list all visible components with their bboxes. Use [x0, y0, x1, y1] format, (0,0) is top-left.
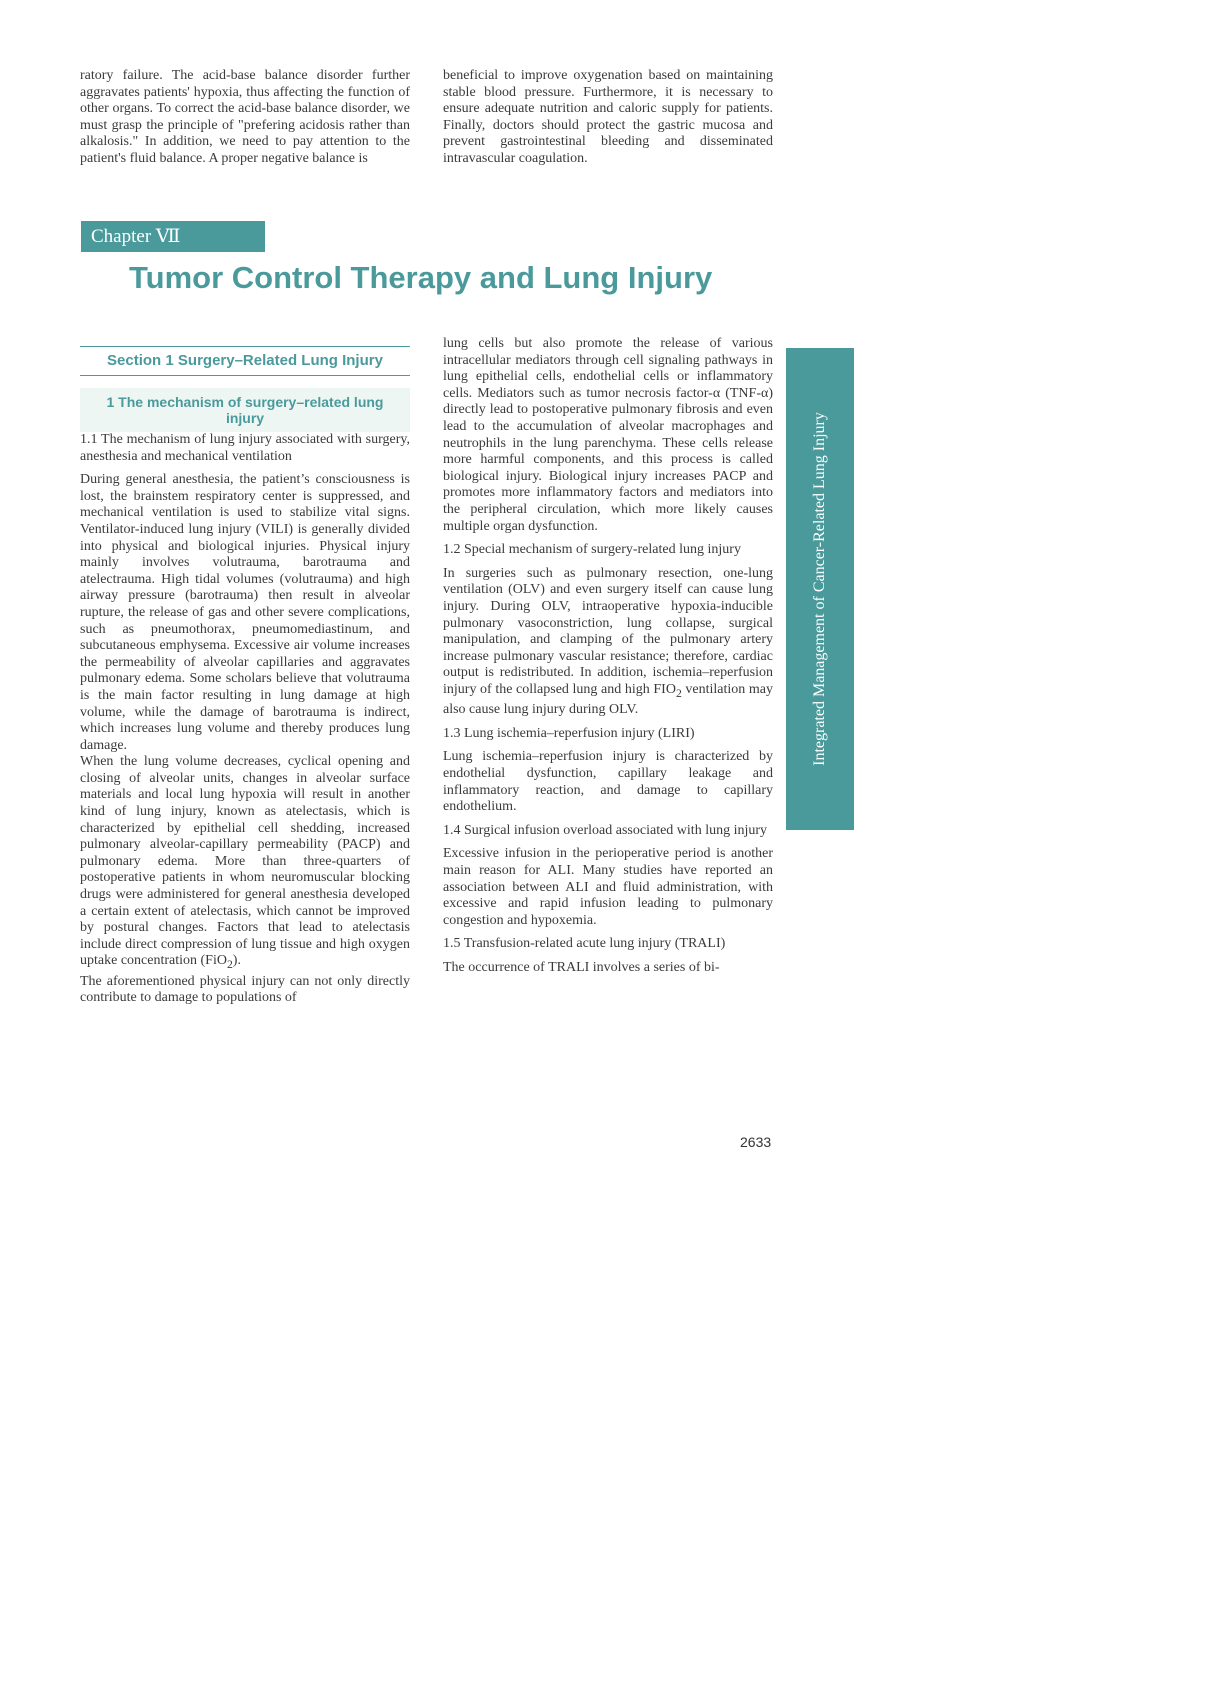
top-left-column [80, 68, 410, 168]
paragraph: beneficial to improve oxygenation based on maintaining stable blood pressure. Furthermore, it is necessary to ensure adequate nutrition and caloric supply for patients. Finally, doctors should protect the gastric mucosa and prevent gastrointestinal bleeding and disseminated intravascular coagulation. [443, 68, 773, 166]
subsection-title-1-2: 1.2 Special mechanism of surgery-related lung injury [443, 542, 741, 558]
paragraph: lung cells but also promote the release of various intracellular mediators through cell signaling pathways in lung epithelial cells, endothelial cells or inflammatory cells. Mediators such as tumor necrosis factor-α (TNF-α) directly lead to postoperative pulmonary fibrosis and even lead to the accumulation of alveolar macrophages and neutrophils in the lung parenchyma. These cells release more harmful components, and this process is called biological injury. Biological injury increases PACP and promotes more inflammatory factors and mediators into the peripheral circulation, which more likely causes multiple organ dysfunction. [443, 336, 773, 534]
page-number: 2633 [740, 1134, 772, 1150]
paragraph: Excessive infusion in the perioperative period is another main reason for ALI. Many studies have reported an association between ALI and fluid administration, with excessive and rapid infusion leading to pulmonary congestion and hypoxemia. [443, 846, 773, 928]
left-column [80, 346, 410, 1007]
right-column [443, 336, 773, 977]
paragraph: The aforementioned physical injury can not only directly contribute to damage to populations of [80, 973, 410, 1006]
paragraph [443, 566, 773, 719]
chapter-title: Tumor Control Therapy and Lung Injury [129, 260, 713, 295]
paragraph-text: During general anesthesia, the patient’s consciousness is lost, the brainstem respiratory center is suppressed, and mechanical ventilation is used to stabilize vital signs. Ventilator-induced lung injury (VILI) is generally divided into physical and biological injuries. Physical injury mainly involves volutrauma, barotrauma and atelectrauma. High tidal volumes (volutrauma) and high airway pressure (barotrauma) then result in alveolar rupture, the release of gas and other severe complications, such as pneumothorax, pneumomediastinum, and subcutaneous emphysema. Excessive air volume increases the permeability of alveolar capillaries and aggravates pulmonary edema. Some scholars believe that volutrauma is the main factor resulting in lung damage at high volume, while the damage of barotrauma is indirect, which increases lung volume and thereby produces lung damage. [80, 472, 410, 753]
section-heading: Section 1 Surgery–Related Lung Injury [80, 346, 410, 376]
paragraph: The occurrence of TRALI involves a series of bi- [443, 959, 720, 975]
paragraph-text: When the lung volume decreases, cyclical opening and closing of alveolar units, changes in alveolar surface materials and local lung hypoxia will result in another kind of lung injury, known as atelectasis, which is characterized by epithelial cell shedding, increased pulmonary alveolar-capillary permeability (PACP) and pulmonary edema. More than three-quarters of postoperative patients in whom neuromuscular blocking drugs were administered for general anesthesia developed a certain extent of atelectasis, which cannot be improved by postural changes. Factors that lead to atelectasis include direct compression of lung tissue and high oxygen uptake concentration (FiO [80, 754, 410, 969]
subsection-title-1-4: 1.4 Surgical infusion overload associated with lung injury [443, 822, 768, 838]
subsection-title-1-5: 1.5 Transfusion-related acute lung injury (TRALI) [443, 936, 726, 952]
top-right-column [443, 68, 773, 168]
subsection-heading: 1 The mechanism of surgery–related lung injury [80, 388, 410, 432]
side-tab [786, 348, 854, 830]
chapter-tag: Chapter Ⅶ [81, 221, 265, 252]
paragraph: ratory failure. The acid-base balance disorder further aggravates patients' hypoxia, thus affecting the function of other organs. To correct the acid-base balance disorder, we must grasp the principle of "prefering acidosis rather than alkalosis." In addition, we need to pay attention to the patient's fluid balance. A proper negative balance is [80, 68, 410, 166]
subsection-title-1-3: 1.3 Lung ischemia–reperfusion injury (LIRI) [443, 725, 695, 741]
side-tab-label: Integrated Management of Cancer-Related Lung Injury [811, 412, 828, 766]
subscript: 2 [675, 686, 682, 700]
subsection-title-1-1: 1.1 The mechanism of lung injury associated with surgery, anesthesia and mechanical ventilation [80, 432, 410, 464]
paragraph [80, 754, 410, 974]
paragraph-text: ventilation may also cause lung injury during OLV. [443, 681, 773, 718]
paragraph-text: In surgeries such as pulmonary resection, one-lung ventilation (OLV) and even surgery itself can cause lung injury. During OLV, intraoperative hypoxia-inducible pulmonary vasoconstriction, lung collapse, surgical manipulation, and clamping of the pulmonary artery increase pulmonary vascular resistance; therefore, cardiac output is redistributed. In addition, ischemia–reperfusion injury of the collapsed lung and high FIO [443, 565, 773, 697]
subscript: 2 [226, 958, 233, 972]
paragraph: Lung ischemia–reperfusion injury is characterized by endothelial dysfunction, capillary leakage and inflammatory reaction, and damage to capillary endothelium. [443, 749, 773, 815]
paragraph-text: ). [232, 953, 241, 969]
paragraph [80, 472, 410, 754]
